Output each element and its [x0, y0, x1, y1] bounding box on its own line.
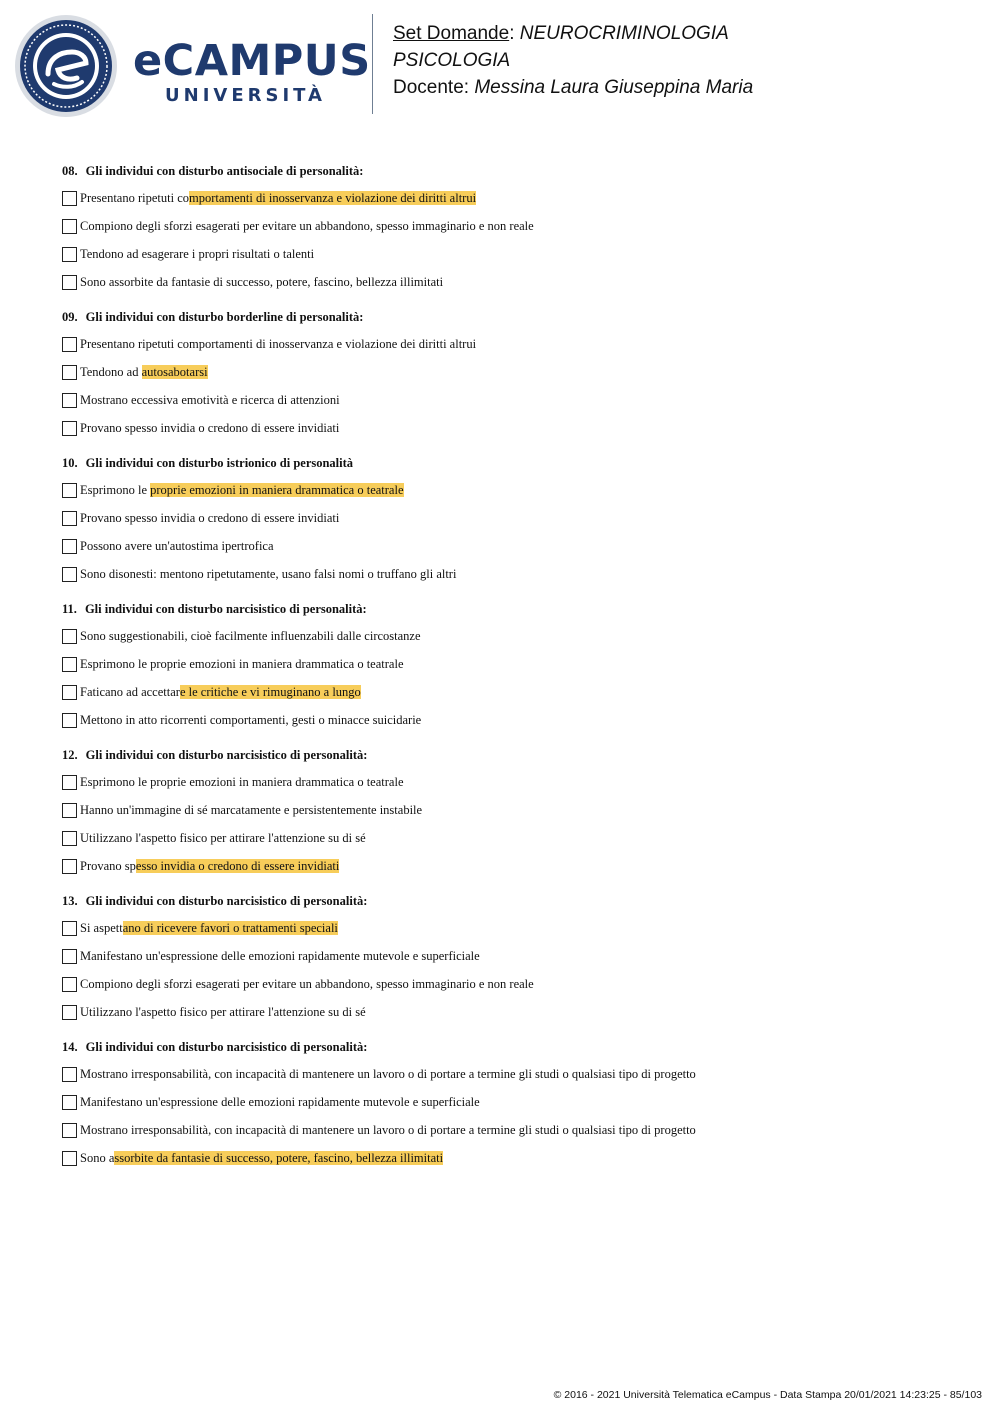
answer-text: Faticano ad accettar	[80, 684, 180, 699]
set-value-line1: NEUROCRIMINOLOGIA	[519, 23, 729, 44]
brand-subtitle: UNIVERSITÀ	[165, 85, 326, 106]
question-title	[62, 746, 962, 765]
answer-checkbox[interactable]	[62, 1067, 77, 1082]
answer-label	[80, 219, 534, 234]
answer-label	[80, 191, 476, 206]
answer-label	[80, 511, 339, 526]
ecampus-emblem-logo	[14, 14, 118, 118]
highlighted-text: e le critiche e vi rimuginano a lungo	[179, 684, 361, 699]
answer-option[interactable]	[62, 532, 962, 560]
answer-text: Provano sp	[80, 858, 136, 873]
answer-option[interactable]	[62, 330, 962, 358]
answer-text: Si aspett	[80, 920, 123, 935]
answer-label	[80, 365, 208, 380]
answer-option[interactable]	[62, 970, 962, 998]
question-block	[62, 308, 962, 442]
answer-checkbox[interactable]	[62, 567, 77, 582]
answer-text: Tendono ad	[80, 364, 142, 379]
answer-option[interactable]	[62, 1088, 962, 1116]
answer-checkbox[interactable]	[62, 191, 77, 206]
answer-checkbox[interactable]	[62, 629, 77, 644]
answer-checkbox[interactable]	[62, 365, 77, 380]
answer-option[interactable]	[62, 942, 962, 970]
answer-text: Presentano ripetuti co	[80, 190, 189, 205]
answer-text: Tendono ad esagerare i propri risultati o talenti	[80, 246, 315, 261]
answer-text: Manifestano un'espressione delle emozioni rapidamente mutevole e superficiale	[80, 1094, 480, 1109]
question-text: Gli individui con disturbo borderline di personalità:	[85, 310, 364, 324]
answer-option[interactable]	[62, 184, 962, 212]
answer-checkbox[interactable]	[62, 949, 77, 964]
answer-option[interactable]	[62, 476, 962, 504]
answer-text: Compiono degli sforzi esagerati per evitare un abbandono, spesso immaginario e non reale	[80, 976, 534, 991]
answer-checkbox[interactable]	[62, 831, 77, 846]
question-number: 08.	[62, 164, 78, 178]
answer-label	[80, 1005, 366, 1020]
course-info	[393, 20, 973, 101]
answer-checkbox[interactable]	[62, 921, 77, 936]
answer-option[interactable]	[62, 358, 962, 386]
brand-name: eCAMPUS	[133, 36, 371, 86]
highlighted-text: proprie emozioni in maniera drammatica o teatrale	[150, 482, 404, 497]
answer-checkbox[interactable]	[62, 337, 77, 352]
answer-checkbox[interactable]	[62, 539, 77, 554]
answer-text: Possono avere un'autostima ipertrofica	[80, 538, 274, 553]
answer-option[interactable]	[62, 1144, 962, 1172]
answer-option[interactable]	[62, 504, 962, 532]
answer-checkbox[interactable]	[62, 1095, 77, 1110]
answer-checkbox[interactable]	[62, 685, 77, 700]
answer-label	[80, 859, 339, 874]
highlighted-text: ssorbite da fantasie di successo, potere, fascino, bellezza illimitati	[114, 1150, 444, 1165]
docente-value: Messina Laura Giuseppina Maria	[474, 77, 754, 98]
answer-checkbox[interactable]	[62, 775, 77, 790]
highlighted-text: autosabotarsi	[141, 364, 208, 379]
answer-option[interactable]	[62, 414, 962, 442]
set-value-line2: PSICOLOGIA	[393, 50, 511, 71]
answer-option[interactable]	[62, 240, 962, 268]
question-block	[62, 162, 962, 296]
answer-text: Sono disonesti: mentono ripetutamente, usano falsi nomi o truffano gli altri	[80, 566, 457, 581]
answer-option[interactable]	[62, 268, 962, 296]
answer-option[interactable]	[62, 706, 962, 734]
answer-option[interactable]	[62, 768, 962, 796]
answer-checkbox[interactable]	[62, 803, 77, 818]
question-text: Gli individui con disturbo antisociale di personalità:	[85, 164, 364, 178]
question-number: 14.	[62, 1040, 78, 1054]
answer-label	[80, 1123, 696, 1138]
answer-label	[80, 657, 404, 672]
highlighted-text: esso invidia o credono di essere invidiati	[135, 858, 340, 873]
set-separator: :	[509, 23, 515, 44]
answer-option[interactable]	[62, 914, 962, 942]
answer-label	[80, 713, 421, 728]
question-list	[62, 162, 962, 1184]
answer-checkbox[interactable]	[62, 1123, 77, 1138]
answer-label	[80, 831, 366, 846]
answer-label	[80, 539, 274, 554]
answer-option[interactable]	[62, 824, 962, 852]
question-block	[62, 746, 962, 880]
answer-option[interactable]	[62, 650, 962, 678]
answer-text: Utilizzano l'aspetto fisico per attirare l'attenzione su di sé	[80, 830, 366, 845]
question-title	[62, 162, 962, 181]
answer-text: Utilizzano l'aspetto fisico per attirare l'attenzione su di sé	[80, 1004, 366, 1019]
answer-label	[80, 421, 339, 436]
answer-label	[80, 483, 404, 498]
answer-option[interactable]	[62, 1116, 962, 1144]
highlighted-text: mportamenti di inosservanza e violazione dei diritti altrui	[189, 190, 477, 205]
question-title	[62, 600, 962, 619]
question-title	[62, 308, 962, 327]
set-label: Set Domande	[393, 23, 510, 44]
answer-text: Mostrano eccessiva emotività e ricerca di attenzioni	[80, 392, 340, 407]
answer-text: Presentano ripetuti comportamenti di inosservanza e violazione dei diritti altrui	[80, 336, 477, 351]
set-line	[393, 20, 973, 47]
answer-option[interactable]	[62, 212, 962, 240]
answer-text: Sono a	[80, 1150, 115, 1165]
answer-text: Esprimono le proprie emozioni in maniera drammatica o teatrale	[80, 774, 404, 789]
answer-label	[80, 685, 361, 700]
question-number: 13.	[62, 894, 78, 908]
set-line-2	[393, 47, 973, 74]
answer-label	[80, 949, 480, 964]
question-title	[62, 454, 962, 473]
answer-text: Sono assorbite da fantasie di successo, potere, fascino, bellezza illimitati	[80, 274, 444, 289]
question-text: Gli individui con disturbo narcisistico di personalità:	[85, 894, 368, 908]
question-number: 11.	[62, 602, 77, 616]
answer-label	[80, 977, 534, 992]
answer-label	[80, 921, 338, 936]
answer-checkbox[interactable]	[62, 421, 77, 436]
question-number: 10.	[62, 456, 78, 470]
page-header	[0, 0, 1000, 130]
answer-text: Compiono degli sforzi esagerati per evitare un abbandono, spesso immaginario e non reale	[80, 218, 534, 233]
answer-option[interactable]	[62, 678, 962, 706]
answer-checkbox[interactable]	[62, 275, 77, 290]
question-number: 09.	[62, 310, 78, 324]
docente-label: Docente:	[393, 77, 470, 98]
answer-text: Sono suggestionabili, cioè facilmente influenzabili dalle circostanze	[80, 628, 421, 643]
answer-checkbox[interactable]	[62, 511, 77, 526]
answer-option[interactable]	[62, 386, 962, 414]
question-block	[62, 1038, 962, 1172]
answer-option[interactable]	[62, 998, 962, 1026]
answer-checkbox[interactable]	[62, 1151, 77, 1166]
answer-text: Manifestano un'espressione delle emozioni rapidamente mutevole e superficiale	[80, 948, 480, 963]
answer-text: Mostrano irresponsabilità, con incapacità di mantenere un lavoro o di portare a termine gli studi o qualsiasi tipo di progetto	[80, 1066, 696, 1081]
page-footer: © 2016 - 2021 Università Telematica eCampus - Data Stampa 20/01/2021 14:23:25 - 85/103	[553, 1389, 982, 1401]
question-block	[62, 892, 962, 1026]
answer-label	[80, 775, 404, 790]
answer-checkbox[interactable]	[62, 219, 77, 234]
answer-checkbox[interactable]	[62, 247, 77, 262]
question-block	[62, 600, 962, 734]
answer-label	[80, 567, 456, 582]
answer-checkbox[interactable]	[62, 713, 77, 728]
answer-checkbox[interactable]	[62, 977, 77, 992]
answer-option[interactable]	[62, 852, 962, 880]
answer-option[interactable]	[62, 1060, 962, 1088]
answer-label	[80, 275, 443, 290]
answer-label	[80, 337, 476, 352]
question-text: Gli individui con disturbo narcisistico di personalità:	[84, 602, 367, 616]
answer-option[interactable]	[62, 560, 962, 588]
answer-text: Esprimono le proprie emozioni in maniera drammatica o teatrale	[80, 656, 404, 671]
answer-option[interactable]	[62, 796, 962, 824]
answer-text: Provano spesso invidia o credono di essere invidiati	[80, 420, 340, 435]
answer-checkbox[interactable]	[62, 859, 77, 874]
question-text: Gli individui con disturbo narcisistico di personalità:	[85, 1040, 368, 1054]
answer-label	[80, 393, 340, 408]
question-text: Gli individui con disturbo narcisistico di personalità:	[85, 748, 368, 762]
question-title	[62, 892, 962, 911]
answer-text: Esprimono le	[80, 482, 151, 497]
answer-checkbox[interactable]	[62, 393, 77, 408]
question-block	[62, 454, 962, 588]
answer-label	[80, 1095, 480, 1110]
answer-text: Provano spesso invidia o credono di essere invidiati	[80, 510, 340, 525]
answer-label	[80, 803, 422, 818]
header-divider	[372, 14, 373, 114]
answer-text: Mettono in atto ricorrenti comportamenti, gesti o minacce suicidarie	[80, 712, 422, 727]
answer-label	[80, 629, 421, 644]
answer-checkbox[interactable]	[62, 657, 77, 672]
answer-label	[80, 1151, 443, 1166]
brand-wordmark	[133, 36, 371, 106]
highlighted-text: ano di ricevere favori o trattamenti speciali	[122, 920, 338, 935]
answer-label	[80, 1067, 696, 1082]
answer-checkbox[interactable]	[62, 483, 77, 498]
answer-text: Hanno un'immagine di sé marcatamente e persistentemente instabile	[80, 802, 423, 817]
answer-label	[80, 247, 314, 262]
question-number: 12.	[62, 748, 78, 762]
answer-text: Mostrano irresponsabilità, con incapacità di mantenere un lavoro o di portare a termine gli studi o qualsiasi tipo di progetto	[80, 1122, 696, 1137]
question-text: Gli individui con disturbo istrionico di personalità	[85, 456, 354, 470]
answer-checkbox[interactable]	[62, 1005, 77, 1020]
answer-option[interactable]	[62, 622, 962, 650]
docente-line	[393, 74, 973, 101]
question-title	[62, 1038, 962, 1057]
